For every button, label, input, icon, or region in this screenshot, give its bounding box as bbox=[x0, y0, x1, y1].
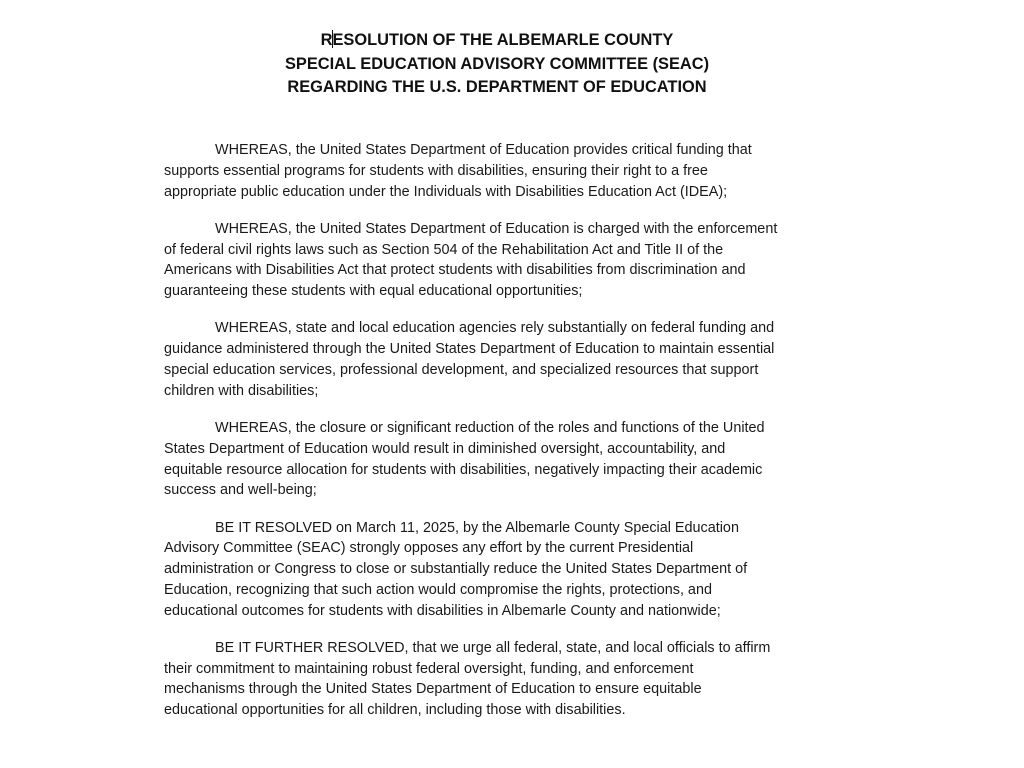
document-title bbox=[162, 29, 832, 100]
paragraph-line: success and well-being; bbox=[164, 482, 317, 499]
paragraph-line: appropriate public education under the Individuals with Disabilities Education Act (IDEA); bbox=[164, 183, 728, 200]
paragraph-line: equitable resource allocation for students with disabilities, negatively impacting their academic bbox=[164, 461, 763, 478]
title-line-1 bbox=[162, 29, 832, 53]
paragraph-line: special education services, professional development, and specialized resources that support bbox=[164, 361, 759, 378]
paragraph-line: BE IT RESOLVED on March 11, 2025, by the Albemarle County Special Education bbox=[215, 519, 739, 536]
paragraph-line: Advisory Committee (SEAC) strongly opposes any effort by the current Presidential bbox=[164, 540, 694, 557]
title-first-letter: R bbox=[320, 31, 333, 49]
paragraph-resolved bbox=[164, 518, 836, 622]
paragraph-whereas-state-local bbox=[164, 318, 836, 401]
paragraph-line: educational opportunities for all children, including those with disabilities. bbox=[164, 702, 626, 719]
paragraph-whereas-closure bbox=[164, 418, 836, 501]
paragraph-line: States Department of Education would result in diminished oversight, accountability, and bbox=[164, 440, 726, 457]
paragraph-line: Americans with Disabilities Act that protect students with disabilities from discrimination and bbox=[164, 262, 746, 279]
paragraph-line: WHEREAS, the United States Department of Education is charged with the enforcement bbox=[215, 220, 778, 237]
paragraph-line: educational outcomes for students with disabilities in Albemarle County and nationwide; bbox=[164, 602, 721, 619]
paragraph-further-resolved bbox=[164, 638, 836, 721]
paragraph-line: administration or Congress to close or substantially reduce the United States Department of bbox=[164, 561, 748, 578]
paragraph-line: their commitment to maintaining robust federal oversight, funding, and enforcement bbox=[164, 660, 694, 677]
paragraph-whereas-funding bbox=[164, 140, 836, 202]
paragraph-line: supports essential programs for students with disabilities, ensuring their right to a free bbox=[164, 162, 708, 179]
paragraph-line: WHEREAS, the United States Department of Education provides critical funding that bbox=[215, 142, 752, 158]
paragraph-line: mechanisms through the United States Department of Education to ensure equitable bbox=[164, 681, 702, 698]
paragraph-line: of federal civil rights laws such as Section 504 of the Rehabilitation Act and Title II of the bbox=[164, 241, 724, 258]
paragraph-line: WHEREAS, state and local education agencies rely substantially on federal funding and bbox=[215, 320, 775, 337]
paragraph-line: children with disabilities; bbox=[164, 382, 319, 399]
paragraph-line: BE IT FURTHER RESOLVED, that we urge all federal, state, and local officials to affirm bbox=[215, 639, 771, 656]
paragraph-line: guidance administered through the United States Department of Education to maintain essential bbox=[164, 341, 775, 358]
paragraph-whereas-civil-rights bbox=[164, 219, 836, 302]
paragraph-line: guaranteeing these students with equal educational opportunities; bbox=[164, 283, 583, 300]
paragraph-line: Education, recognizing that such action would compromise the rights, protections, and bbox=[164, 581, 712, 598]
title-line-2: SPECIAL EDUCATION ADVISORY COMMITTEE (SEAC) bbox=[284, 54, 710, 73]
paragraph-line: WHEREAS, the closure or significant reduction of the roles and functions of the United bbox=[215, 419, 765, 436]
title-line-3: REGARDING THE U.S. DEPARTMENT OF EDUCATION bbox=[287, 78, 707, 96]
title-line-1-rest: ESOLUTION OF THE ALBEMARLE COUNTY bbox=[332, 31, 674, 49]
document-body bbox=[164, 140, 836, 737]
